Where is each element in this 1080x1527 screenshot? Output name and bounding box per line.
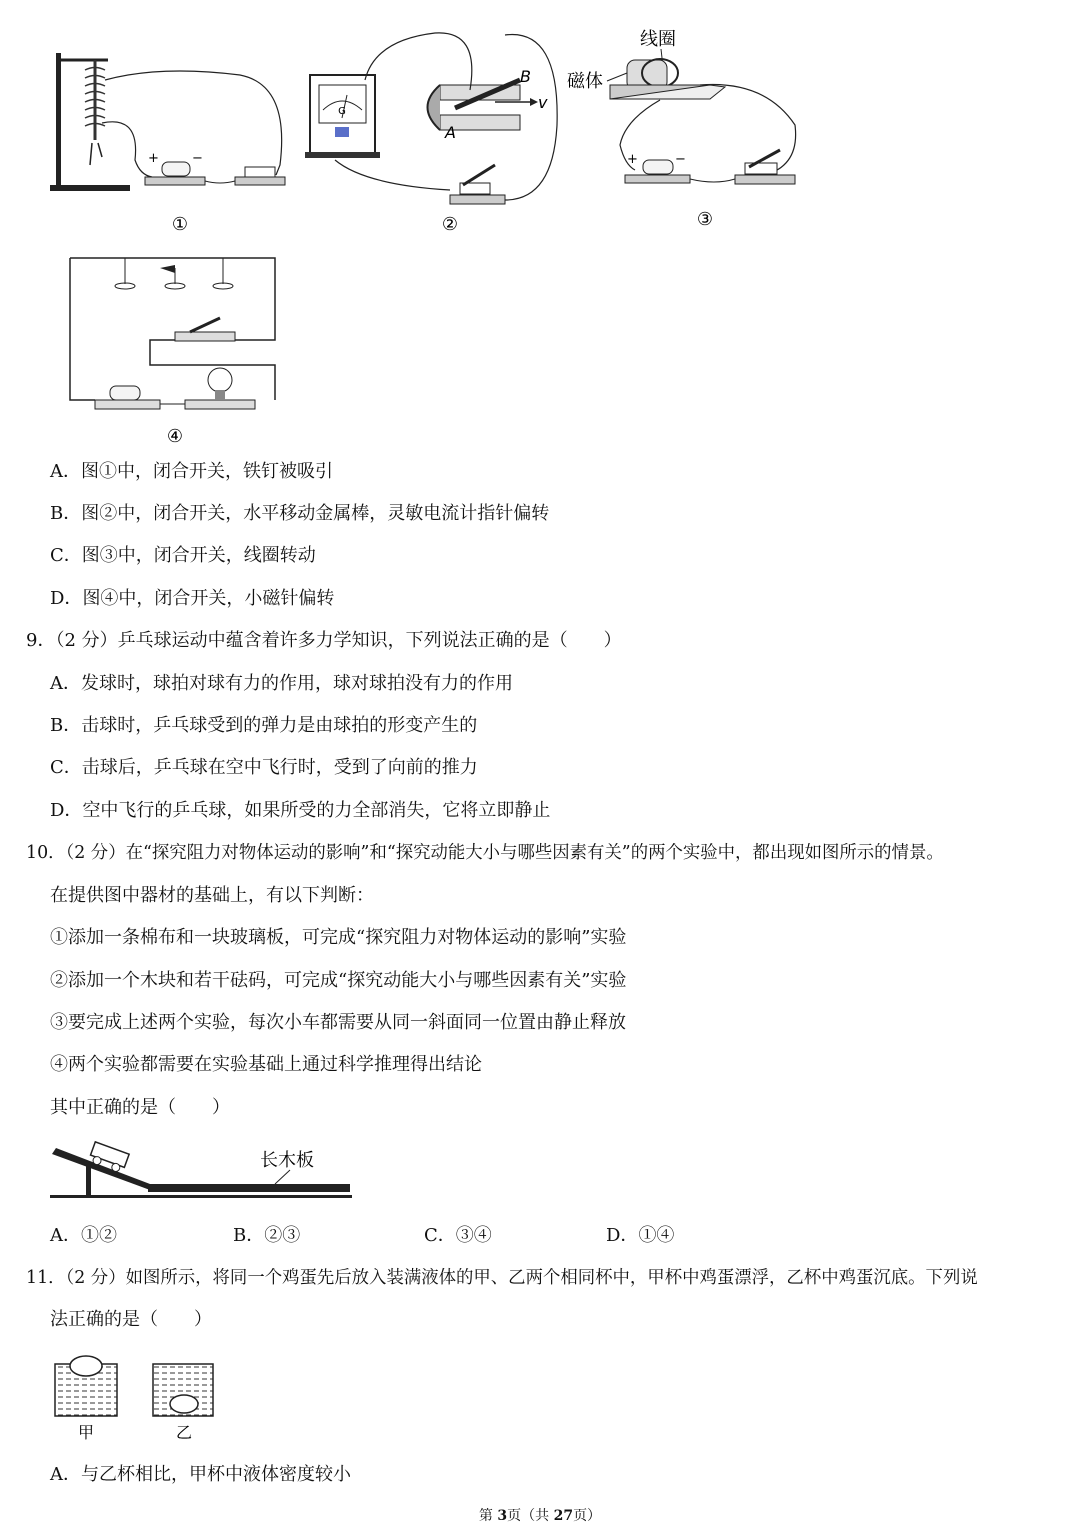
q10-option-d[interactable] bbox=[606, 1224, 674, 1248]
option-letter: C． bbox=[424, 1225, 456, 1246]
q11-stem-line2: 法正确的是（ ） bbox=[50, 1309, 212, 1330]
q10-option-c[interactable] bbox=[424, 1224, 492, 1248]
q9-stem: 9．（2 分）乒乓球运动中蕴含着许多力学知识，下列说法正确的是（ ） bbox=[26, 630, 622, 651]
rod-end-a: A bbox=[445, 123, 456, 142]
footer-middle: 页（共 bbox=[507, 1508, 554, 1524]
page-footer bbox=[0, 1505, 1080, 1525]
option-text: 发球时，球拍对球有力的作用，球对球拍没有力的作用 bbox=[81, 673, 513, 694]
q10-statement-4: ④两个实验都需要在实验基础上通过科学推理得出结论 bbox=[50, 1054, 482, 1075]
q9-option-c[interactable] bbox=[50, 756, 478, 780]
figure-1-electromagnet bbox=[40, 45, 300, 245]
cup-b-label: 乙 bbox=[175, 1423, 193, 1442]
cup-a-label: 甲 bbox=[77, 1423, 95, 1442]
option-text: ①② bbox=[81, 1225, 117, 1246]
q10-intro: 在提供图中器材的基础上，有以下判断： bbox=[50, 885, 374, 906]
q10-option-a[interactable] bbox=[50, 1224, 117, 1248]
q10-statement-3: ③要完成上述两个实验，每次小车都需要从同一斜面同一位置由静止释放 bbox=[50, 1012, 626, 1033]
option-text: 图③中，闭合开关，线圈转动 bbox=[81, 545, 316, 566]
option-letter: B． bbox=[50, 715, 82, 736]
magnet-label: 磁体 bbox=[567, 71, 603, 92]
q10-statement-1: ①添加一条棉布和一块玻璃板，可完成“探究阻力对物体运动的影响”实验 bbox=[50, 927, 627, 948]
fig2-label: ② bbox=[441, 214, 459, 235]
option-text: 图④中，闭合开关，小磁针偏转 bbox=[82, 588, 335, 609]
q8-option-d[interactable] bbox=[50, 587, 334, 611]
figure-4-oersted bbox=[55, 250, 295, 450]
q8-option-b[interactable] bbox=[50, 502, 549, 526]
q10-statement-2: ②添加一个木块和若干砝码，可完成“探究动能大小与哪些因素有关”实验 bbox=[50, 970, 627, 991]
option-letter: C． bbox=[50, 545, 82, 566]
option-letter: D． bbox=[50, 588, 83, 609]
q10-option-b[interactable] bbox=[233, 1224, 300, 1248]
fig1-label: ① bbox=[171, 214, 189, 235]
galvanometer-letter: G bbox=[338, 106, 346, 117]
option-letter: A． bbox=[50, 461, 81, 482]
option-letter: D． bbox=[606, 1225, 639, 1246]
option-text: 空中飞行的乒乓球，如果所受的力全部消失，它将立即静止 bbox=[82, 800, 551, 821]
option-letter: A． bbox=[50, 673, 81, 694]
option-text: ③④ bbox=[455, 1225, 492, 1246]
option-letter: B． bbox=[233, 1225, 265, 1246]
footer-prefix: 第 bbox=[478, 1508, 498, 1524]
fig1-minus: − bbox=[192, 151, 203, 166]
option-letter: A． bbox=[50, 1225, 81, 1246]
option-letter: C． bbox=[50, 757, 82, 778]
q11-option-a[interactable] bbox=[50, 1463, 351, 1487]
rod-end-b: B bbox=[520, 67, 531, 86]
fig3-label: ③ bbox=[696, 209, 714, 230]
fig3-plus: + bbox=[627, 152, 638, 167]
option-letter: B． bbox=[50, 503, 82, 524]
option-text: ①④ bbox=[638, 1225, 675, 1246]
fig4-label: ④ bbox=[166, 426, 184, 447]
fig3-minus: − bbox=[675, 152, 686, 167]
option-text: 图①中，闭合开关，铁钉被吸引 bbox=[81, 461, 333, 482]
q10-stem: 10．（2 分）在“探究阻力对物体运动的影响”和“探究动能大小与哪些因素有关”的两个实验中，都出现如图所示的情景。 bbox=[26, 843, 944, 863]
q8-option-c[interactable] bbox=[50, 544, 316, 568]
option-letter: A． bbox=[50, 1464, 81, 1485]
option-text: 击球后，乒乓球在空中飞行时，受到了向前的推力 bbox=[81, 757, 478, 778]
board-label: 长木板 bbox=[260, 1150, 314, 1171]
option-text: 图②中，闭合开关，水平移动金属棒，灵敏电流计指针偏转 bbox=[81, 503, 550, 524]
option-text: ②③ bbox=[264, 1225, 301, 1246]
figure-3-motor bbox=[565, 25, 815, 235]
footer-total-pages: 27 bbox=[553, 1508, 574, 1524]
footer-page-number: 3 bbox=[497, 1508, 508, 1524]
option-text: 与乙杯相比，甲杯中液体密度较小 bbox=[81, 1464, 351, 1485]
q10-question: 其中正确的是（ ） bbox=[50, 1097, 230, 1118]
q9-option-b[interactable] bbox=[50, 714, 477, 738]
option-letter: D． bbox=[50, 800, 83, 821]
q9-option-d[interactable] bbox=[50, 799, 550, 823]
q11-stem-line1: 11．（2 分）如图所示，将同一个鸡蛋先后放入装满液体的甲、乙两个相同杯中，甲杯中鸡蛋漂浮，乙杯中鸡蛋沉底。下列说 bbox=[26, 1268, 978, 1288]
fig1-plus: + bbox=[148, 151, 159, 166]
option-text: 击球时，乒乓球受到的弹力是由球拍的形变产生的 bbox=[81, 715, 478, 736]
figure-ramp-board bbox=[50, 1140, 355, 1202]
footer-suffix: 页） bbox=[573, 1508, 602, 1524]
figure-2-induction bbox=[305, 30, 575, 240]
q8-option-a[interactable] bbox=[50, 460, 333, 484]
figure-egg-cups bbox=[50, 1352, 220, 1444]
q9-option-a[interactable] bbox=[50, 672, 513, 696]
velocity-label: v bbox=[538, 93, 548, 112]
coil-label: 线圈 bbox=[640, 29, 676, 50]
